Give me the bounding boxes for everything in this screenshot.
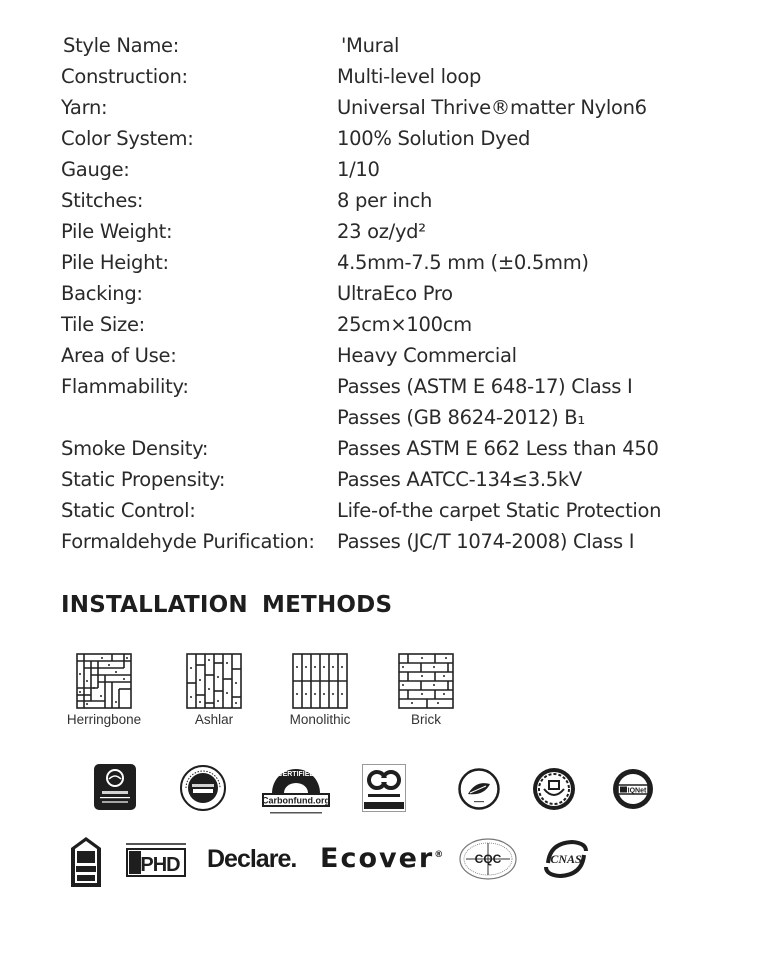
spec-value: Passes (ASTM E 648-17) Class I: [337, 375, 633, 398]
spec-row-pile-height: [61, 247, 721, 278]
spec-value: Universal Thrive®matter Nylon6: [337, 96, 647, 119]
spec-row-area-of-use: [61, 340, 721, 371]
method-ashlar: [172, 653, 256, 727]
method-brick: [384, 653, 468, 727]
spec-row-color-system: [61, 123, 721, 154]
spec-label: Style Name:: [63, 34, 179, 57]
method-label: Herringbone: [66, 712, 142, 727]
svg-text:IQNet: IQNet: [627, 787, 647, 795]
spec-value: Heavy Commercial: [337, 344, 517, 367]
spec-value: Passes ASTM E 662 Less than 450: [337, 437, 659, 460]
method-herringbone: [62, 653, 146, 727]
nsf-ansi-140-logo-icon: [70, 836, 102, 888]
spec-label: Backing:: [61, 282, 143, 305]
spec-label: Flammability:: [61, 375, 189, 398]
spec-row-smoke-density: [61, 433, 721, 464]
spec-value: Passes (JC/T 1074-2008) Class I: [337, 530, 635, 553]
spec-value: 'Mural: [341, 34, 400, 57]
herringbone-pattern-icon: [76, 653, 132, 709]
hpd-logo-icon: [126, 843, 186, 877]
svg-text:CQC: CQC: [474, 852, 502, 866]
china-environmental-label-logo-icon: [458, 768, 500, 810]
registered-mark: ®: [434, 850, 444, 860]
spec-value: UltraEco Pro: [337, 282, 453, 305]
spec-row-backing: [61, 278, 721, 309]
spec-label: Construction:: [61, 65, 188, 88]
svg-text:PHD: PHD: [140, 854, 180, 876]
declare-logo: Declare.: [207, 845, 297, 873]
spec-label: Pile Height:: [61, 251, 169, 274]
method-label: Ashlar: [194, 712, 234, 727]
spec-row-construction: [61, 61, 721, 92]
spec-label: [61, 402, 337, 433]
spec-value: 8 per inch: [337, 189, 433, 212]
spec-label: Tile Size:: [61, 313, 145, 336]
spec-label: Stitches:: [61, 189, 144, 212]
spec-value: 4.5mm-7.5 mm (±0.5mm): [337, 251, 589, 274]
spec-row-flammability: [61, 371, 721, 402]
spec-row-static-propensity: [61, 464, 721, 495]
china-green-building-seal-logo-icon: [532, 767, 576, 811]
method-label: Brick: [411, 712, 441, 727]
spec-row-pile-weight: [61, 216, 721, 247]
cqc-seal-logo-icon: [458, 837, 518, 881]
iqnet-logo-icon: [612, 768, 654, 810]
spec-label: Static Propensity:: [61, 468, 226, 491]
spec-label: Area of Use:: [61, 344, 177, 367]
greencircle-certified-logo-icon: [180, 765, 226, 811]
spec-row-static-control: [61, 495, 721, 526]
svg-text:CNAS: CNAS: [550, 852, 582, 866]
spec-value: 100% Solution Dyed: [337, 127, 531, 150]
spec-row-stitches: [61, 185, 721, 216]
spec-table: [61, 30, 721, 557]
spec-value: 1/10: [337, 158, 380, 181]
spec-label: Yarn:: [61, 96, 108, 119]
carbonfund-certified-logo-icon: [260, 763, 332, 817]
brick-pattern-icon: [398, 653, 454, 709]
spec-value: 25cm×100cm: [337, 313, 472, 336]
installation-methods-heading: INSTALLATION METHODS: [61, 592, 393, 618]
ecover-logo: [320, 843, 443, 874]
spec-label: Pile Weight:: [61, 220, 173, 243]
method-label: Monolithic: [289, 712, 351, 727]
spec-row-yarn: [61, 92, 721, 123]
spec-value: 23 oz/yd²: [337, 220, 426, 243]
spec-row-gauge: [61, 154, 721, 185]
spec-label: Smoke Density:: [61, 437, 209, 460]
svg-text:Carbonfund.org: Carbonfund.org: [262, 795, 330, 806]
ashlar-pattern-icon: [186, 653, 242, 709]
method-monolithic: [278, 653, 362, 727]
svg-text:CERTIFIED: CERTIFIED: [277, 771, 315, 778]
spec-row-flammability-cont: [61, 402, 721, 433]
cnas-seal-logo-icon: [540, 837, 592, 881]
spec-value: Multi-level loop: [337, 65, 482, 88]
spec-label: Static Control:: [61, 499, 196, 522]
spec-value: Passes (GB 8624-2012) B₁: [337, 406, 585, 429]
spec-value: Passes AATCC-134≤3.5kV: [337, 468, 582, 491]
ecover-text: Ecover: [320, 843, 435, 874]
spec-value: Life-of-the carpet Static Protection: [337, 499, 662, 522]
cradle-to-cradle-logo-icon: [362, 764, 406, 812]
spec-label: Gauge:: [61, 158, 130, 181]
cri-green-label-logo-icon: [94, 764, 136, 810]
spec-label: Color System:: [61, 127, 194, 150]
spec-row-tile-size: [61, 309, 721, 340]
spec-row-formaldehyde: [61, 526, 721, 557]
certification-logos-row-1: [0, 760, 768, 820]
spec-label: Formaldehyde Purification:: [61, 530, 315, 553]
monolithic-pattern-icon: [292, 653, 348, 709]
spec-row-style-name: [61, 30, 721, 61]
installation-methods-list: [62, 653, 468, 727]
certification-logos-row-2: [0, 830, 768, 894]
